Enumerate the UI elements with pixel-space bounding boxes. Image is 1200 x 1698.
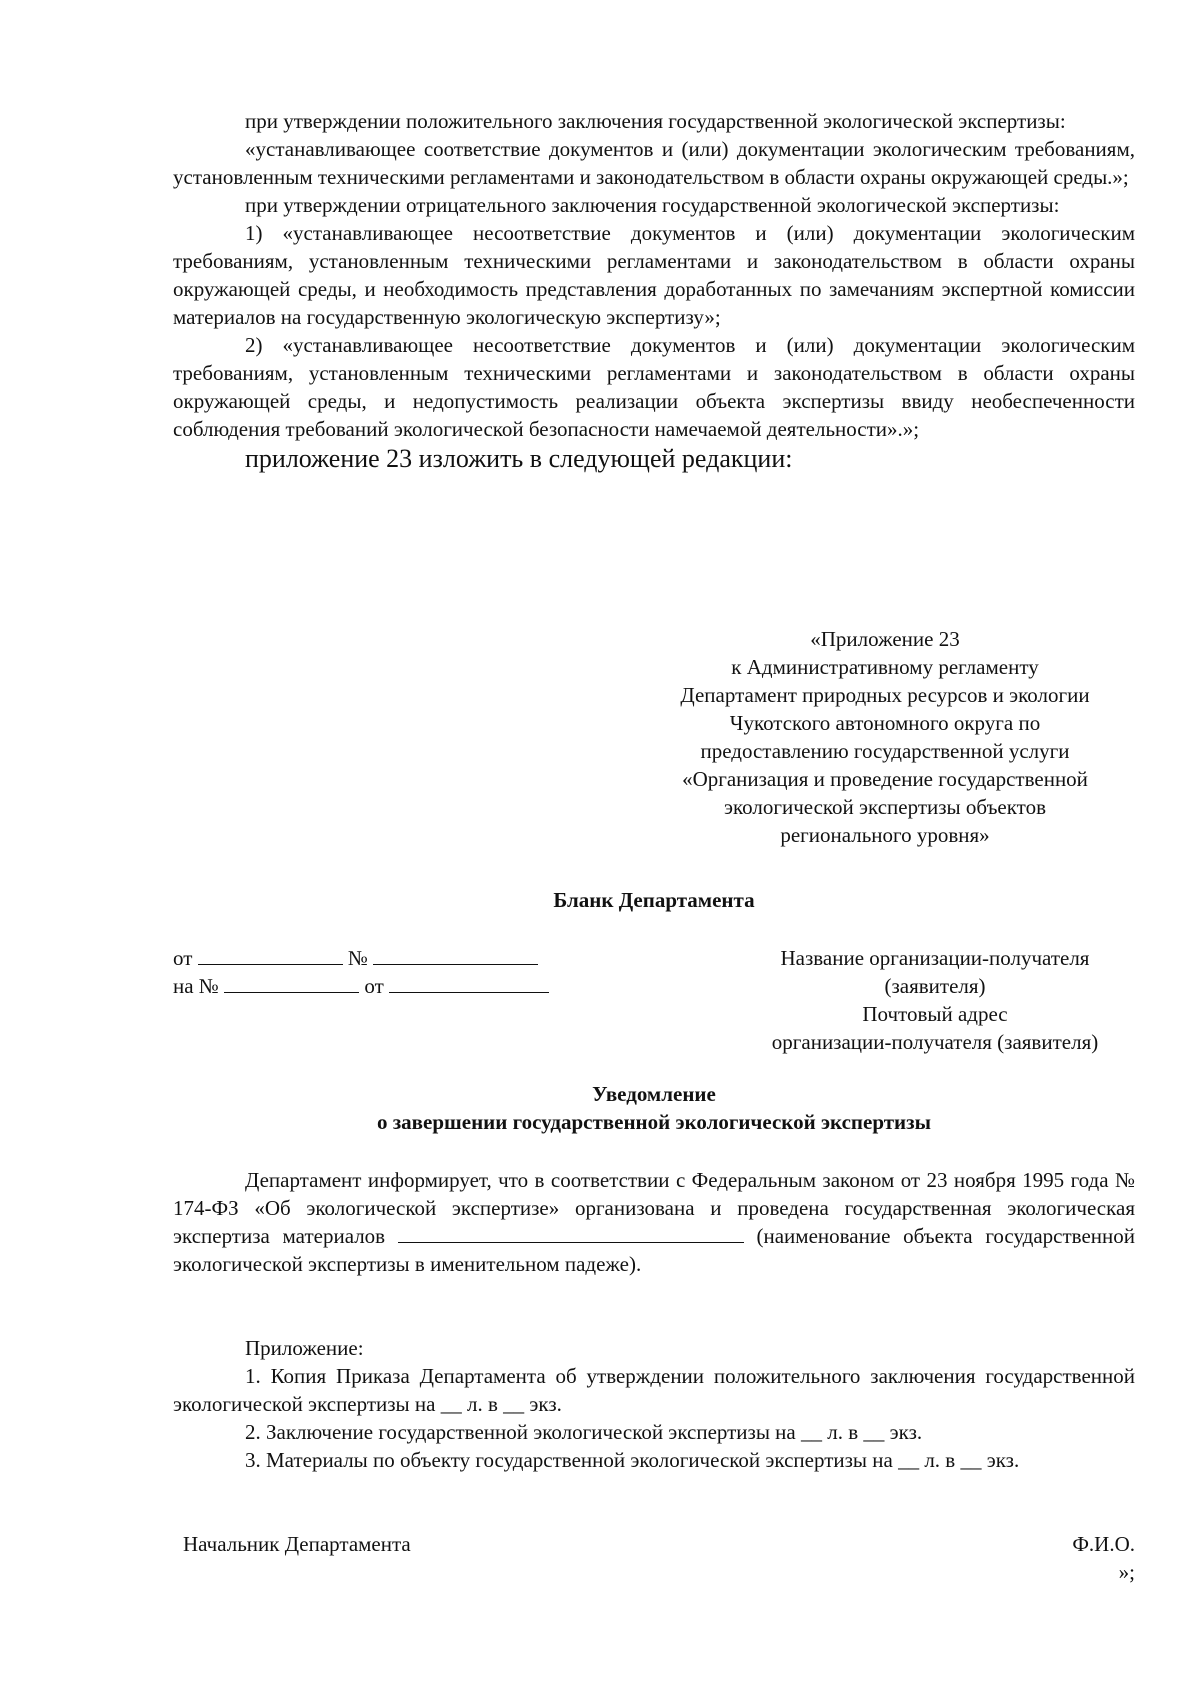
notice-title: Уведомление <box>592 1082 716 1106</box>
intro-paragraph-6: приложение 23 изложить в следующей редакции: <box>245 444 793 473</box>
intro-paragraph-5: 2) «устанавливающее несоответствие документов и (или) документации экологическим требованиям, установленным техническими регламентами и законодательством в области охраны окружающей среды, и недопустимость реализации объекта экспертизы ввиду необеспеченности соблюдения требований экологической безопасности намечаемой деятельности».»; <box>173 333 1135 441</box>
notice-subtitle: о завершении государственной экологической экспертизы <box>376 1110 931 1134</box>
intro-paragraph-4: 1) «устанавливающее несоответствие документов и (или) документации экологическим требованиям, установленным техническими регламентами и законодательством в области охраны окружающей среды, и необходимость представления доработанных по замечаниям экспертной комиссии материалов на государственную экологическую экспертизу»; <box>173 221 1135 329</box>
blank-row-1 <box>173 944 593 972</box>
attachments-heading: Приложение: <box>245 1336 364 1360</box>
notice-paragraph <box>173 1166 1135 1278</box>
recipient-line-4: организации-получателя (заявителя) <box>771 1030 1099 1054</box>
appendix-line-5: предоставлению государственной услуги <box>700 739 1070 763</box>
ref-number-field[interactable] <box>224 972 359 993</box>
intro-section <box>173 107 1135 475</box>
notice-body-note: (наименование объекта государственной экологической экспертизы в именительном падеже). <box>173 1224 1135 1276</box>
closing-quote: »; <box>1118 1560 1135 1584</box>
notice-body-text: Департамент информирует, что в соответствии с Федеральным законом от 23 ноября 1995 года № 174-ФЗ «Об экологической экспертизе» организована и проведена государственная экологическая экспертиза материалов <box>173 1168 1135 1248</box>
attachments <box>173 1334 1135 1474</box>
appendix-line-6: «Организация и проведение государственной <box>682 767 1088 791</box>
recipient-line-3: Почтовый адрес <box>862 1002 1008 1026</box>
object-name-field[interactable] <box>398 1222 744 1243</box>
intro-paragraph-1: при утверждении положительного заключения государственной экологической экспертизы: <box>245 109 1066 133</box>
appendix-line-4: Чукотского автономного округа по <box>729 711 1041 735</box>
appendix-line-7: экологической экспертизы объектов <box>723 795 1046 819</box>
attachment-item-1: 1. Копия Приказа Департамента об утверждении положительного заключения государственной экологической экспертизы на __ л. в __ экз. <box>173 1364 1135 1416</box>
attachment-item-3: 3. Материалы по объекту государственной экологической экспертизы на __ л. в __ экз. <box>245 1448 1020 1472</box>
date-field[interactable] <box>198 944 343 965</box>
intro-paragraph-2: «устанавливающее соответствие документов и (или) документации экологическим требованиям, установленным техническими регламентами и законодательством в области охраны окружающей среды.»; <box>173 137 1135 189</box>
ref-label: на № <box>173 974 219 998</box>
recipient-line-1: Название организации-получателя <box>780 946 1090 970</box>
appendix-line-3: Департамент природных ресурсов и экологии <box>680 683 1090 707</box>
appendix-line-1: «Приложение 23 <box>810 627 960 651</box>
blank-row-2 <box>173 972 593 1000</box>
recipient-block <box>735 944 1135 1056</box>
appendix-header <box>630 625 1140 849</box>
attachment-item-2: 2. Заключение государственной экологической экспертизы на __ л. в __ экз. <box>245 1420 923 1444</box>
ref-date-field[interactable] <box>389 972 549 993</box>
form-title: Бланк Департамента <box>553 888 755 912</box>
recipient-line-2: (заявителя) <box>884 974 986 998</box>
from-label: от <box>173 946 193 970</box>
signature-position: Начальник Департамента <box>183 1532 411 1556</box>
number-label: № <box>347 946 368 970</box>
appendix-line-2: к Административному регламенту <box>731 655 1039 679</box>
notice-body <box>173 1166 1135 1278</box>
signature-name: Ф.И.О. <box>1072 1532 1135 1556</box>
appendix-line-8: регионального уровня» <box>780 823 990 847</box>
blank-fields <box>173 944 593 1000</box>
intro-paragraph-3: при утверждении отрицательного заключения государственной экологической экспертизы: <box>245 193 1060 217</box>
ref-from-label: от <box>364 974 384 998</box>
number-field[interactable] <box>373 944 538 965</box>
